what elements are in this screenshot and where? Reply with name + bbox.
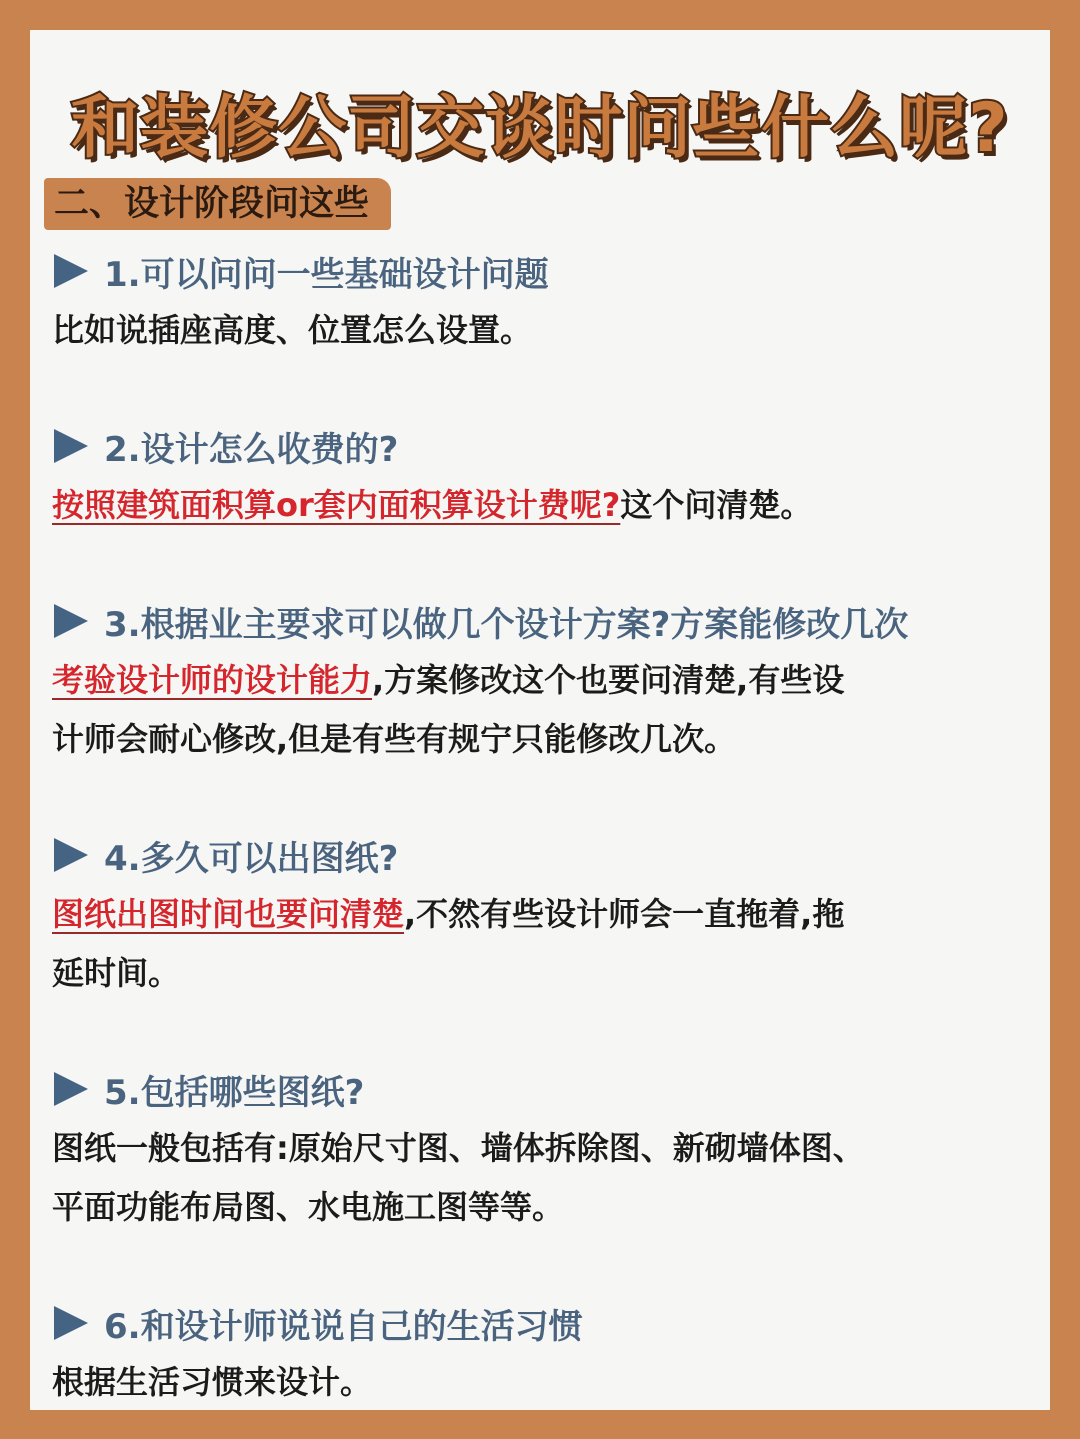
page-title: 和装修公司交谈时问些什么呢?: [71, 89, 1009, 168]
question-heading: [52, 1064, 1032, 1114]
play-arrow-icon: [54, 838, 88, 872]
answer-text: [52, 651, 1032, 769]
question-heading: [52, 830, 1032, 880]
answer-line: 延时间。: [52, 954, 181, 992]
answer-line: 按照建筑面积算or套内面积算设计费呢?这个问清楚。: [52, 486, 813, 524]
answer-line: 图纸出图时间也要问清楚,不然有些设计师会一直拖着,拖: [52, 895, 845, 933]
highlight-text: 考验设计师的设计能力: [52, 661, 373, 699]
answer-text: [52, 1119, 1032, 1237]
answer-text: [52, 1353, 1032, 1412]
answer-line: 考验设计师的设计能力,方案修改这个也要问清楚,有些设: [52, 661, 845, 699]
highlight-text: 图纸出图时间也要问清楚: [52, 895, 405, 933]
question-heading: [52, 246, 1032, 296]
answer-text: [52, 476, 1032, 535]
answer-line: 比如说插座高度、位置怎么设置。: [52, 311, 533, 349]
question-text: 1.可以问问一些基础设计问题: [104, 254, 549, 295]
answer-text: [52, 885, 1032, 1003]
question-text: 6.和设计师说说自己的生活习惯: [104, 1306, 583, 1347]
play-arrow-icon: [54, 429, 88, 463]
play-arrow-icon: [54, 604, 88, 638]
answer-line: 图纸一般包括有:原始尺寸图、墙体拆除图、新砌墙体图、: [52, 1129, 865, 1167]
qa-item-5: [52, 1064, 1032, 1237]
qa-item-1: [52, 246, 1032, 360]
qa-item-6: [52, 1298, 1032, 1412]
content-card: [30, 30, 1050, 1410]
play-arrow-icon: [54, 1306, 88, 1340]
answer-line: 根据生活习惯来设计。: [52, 1363, 373, 1401]
play-arrow-icon: [54, 254, 88, 288]
answer-text: [52, 301, 1032, 360]
question-text: 5.包括哪些图纸?: [104, 1072, 365, 1113]
highlight-text: 按照建筑面积算or套内面积算设计费呢?: [52, 486, 621, 524]
section-tag: 二、设计阶段问这些: [44, 178, 391, 230]
answer-line: 平面功能布局图、水电施工图等等。: [52, 1188, 565, 1226]
question-heading: [52, 421, 1032, 471]
qa-item-2: [52, 421, 1032, 535]
qa-item-4: [52, 830, 1032, 1003]
qa-item-3: [52, 596, 1032, 769]
question-text: 2.设计怎么收费的?: [104, 429, 399, 470]
question-heading: [52, 596, 1032, 646]
answer-line: 计师会耐心修改,但是有些有规宁只能修改几次。: [52, 720, 737, 758]
question-text: 3.根据业主要求可以做几个设计方案?方案能修改几次: [104, 604, 909, 645]
question-heading: [52, 1298, 1032, 1348]
play-arrow-icon: [54, 1072, 88, 1106]
question-text: 4.多久可以出图纸?: [104, 838, 399, 879]
